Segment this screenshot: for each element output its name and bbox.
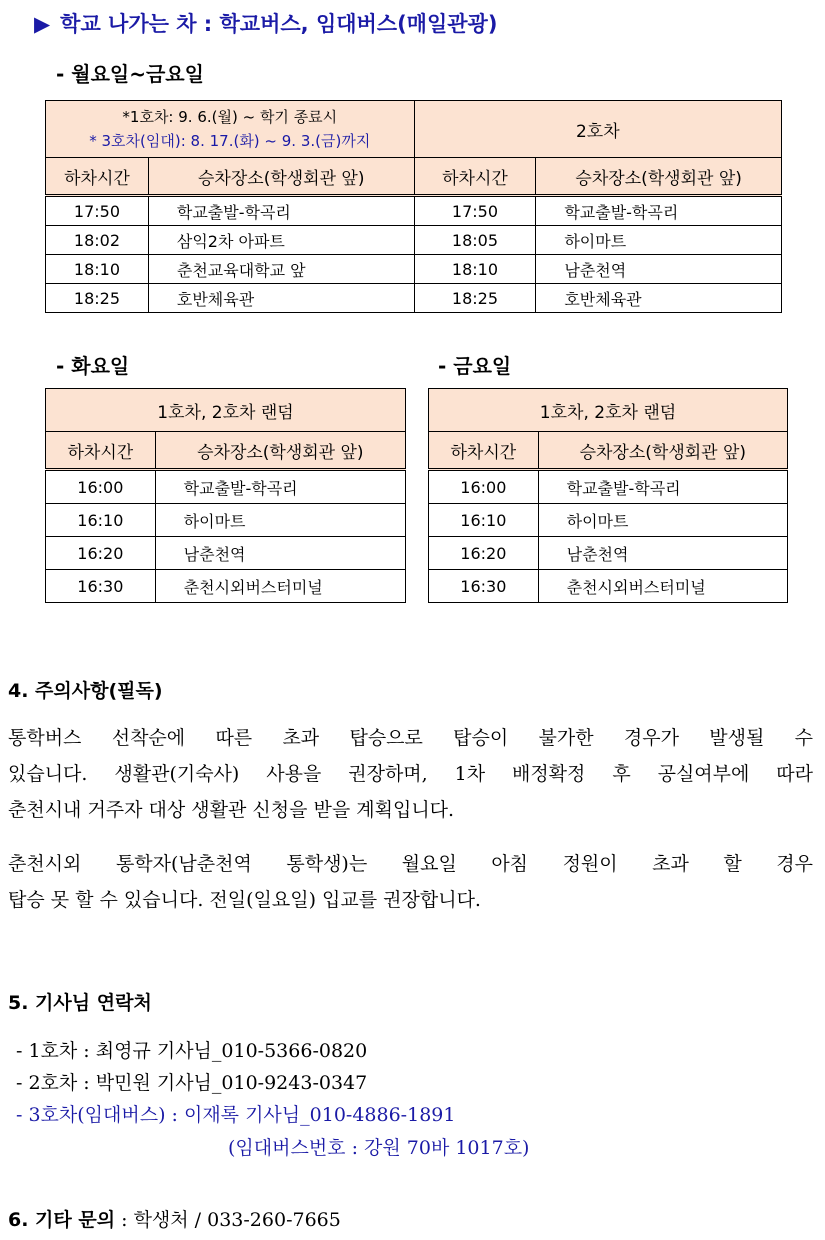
section6-heading: 6. 기타 문의 [8,1209,116,1231]
section4-paragraph1 [8,720,813,828]
table-row [429,570,788,603]
bus1-contact: - 1호차 : 최영규 기사님_010-5366-0820 [16,1040,368,1062]
bus1-3-note [46,101,415,158]
place-cell: 춘천교육대학교 앞 [148,255,414,284]
paragraph-line: 있습니다. 생활관(기숙사) 사용을 권장하며, 1차 배정확정 후 공실여부에 따라 [8,763,813,785]
col-header-place: 승차장소(학생회관 앞) [536,158,782,196]
section4-paragraph2 [8,846,813,918]
col-header-time: 하차시간 [414,158,536,196]
table-row [46,570,406,603]
table-row [46,226,782,255]
paragraph-line: 탑승 못 할 수 있습니다. 전일(일요일) 입교를 권장합니다. [8,889,481,911]
table-row [429,470,788,504]
time-cell: 18:25 [414,284,536,313]
time-cell: 18:10 [414,255,536,284]
bus2-contact: - 2호차 : 박민원 기사님_010-9243-0347 [16,1072,368,1094]
place-cell: 하이마트 [155,504,405,537]
table-row [46,537,406,570]
paragraph-line: 통학버스 선착순에 따른 초과 탑승으로 탑승이 불가한 경우가 발생될 수 [8,727,813,749]
col-header-place: 승차장소(학생회관 앞) [148,158,414,196]
place-cell: 학교출발-학곡리 [148,196,414,226]
time-cell: 17:50 [414,196,536,226]
section6 [8,1205,341,1232]
friday-heading: - 금요일 [438,354,512,378]
time-cell: 16:10 [46,504,156,537]
bus3-note: * 3호차(임대): 8. 17.(화) ~ 9. 3.(금)까지 [89,132,371,150]
table-row [46,470,406,504]
time-cell: 18:25 [46,284,149,313]
place-cell: 삼익2차 아파트 [148,226,414,255]
time-cell: 16:30 [429,570,539,603]
time-cell: 16:10 [429,504,539,537]
place-cell: 하이마트 [538,504,787,537]
section4-heading: 4. 주의사항(필독) [8,680,163,702]
place-cell: 남춘천역 [155,537,405,570]
mon-fri-table [45,100,782,313]
col-header-time: 하차시간 [46,158,149,196]
mon-fri-heading: - 월요일~금요일 [56,62,204,86]
place-cell: 춘천시외버스터미널 [538,570,787,603]
col-header-time: 하차시간 [46,432,156,470]
friday-table [428,388,788,603]
friday-header: 1호차, 2호차 랜덤 [429,389,788,432]
col-header-time: 하차시간 [429,432,539,470]
paragraph-line: 춘천시외 통학자(남춘천역 통학생)는 월요일 아침 정원이 초과 할 경우 [8,853,813,875]
col-header-place: 승차장소(학생회관 앞) [155,432,405,470]
place-cell: 남춘천역 [536,255,782,284]
tuesday-header: 1호차, 2호차 랜덤 [46,389,406,432]
time-cell: 17:50 [46,196,149,226]
time-cell: 16:00 [46,470,156,504]
place-cell: 학교출발-학곡리 [536,196,782,226]
paragraph-line: 춘천시내 거주자 대상 생활관 신청을 받을 계획입니다. [8,799,455,821]
time-cell: 18:02 [46,226,149,255]
table-row [46,255,782,284]
table-row [429,504,788,537]
section5-heading: 5. 기사님 연락처 [8,992,152,1014]
tuesday-heading: - 화요일 [56,354,130,378]
place-cell: 학교출발-학곡리 [538,470,787,504]
table-row [46,196,782,226]
bus2-header: 2호차 [414,101,781,158]
tuesday-table [45,388,406,603]
place-cell: 학교출발-학곡리 [155,470,405,504]
triangle-bullet-icon: ▶ [34,12,51,36]
place-cell: 남춘천역 [538,537,787,570]
time-cell: 16:00 [429,470,539,504]
bus3-plate-number: (임대버스번호 : 강원 70바 1017호) [228,1137,530,1159]
bus1-note: *1호차: 9. 6.(월) ~ 학기 종료시 [122,108,338,126]
time-cell: 18:05 [414,226,536,255]
place-cell: 호반체육관 [148,284,414,313]
bus3-contact: - 3호차(임대버스) : 이재록 기사님_010-4886-1891 [16,1104,456,1126]
col-header-place: 승차장소(학생회관 앞) [538,432,787,470]
table-row [429,537,788,570]
table-row [46,284,782,313]
time-cell: 16:20 [46,537,156,570]
page-title [34,8,497,38]
time-cell: 16:20 [429,537,539,570]
page-title-text: 학교 나가는 차 : 학교버스, 임대버스(매일관광) [60,12,498,36]
section6-contact: : 학생처 / 033-260-7665 [115,1209,341,1231]
place-cell: 호반체육관 [536,284,782,313]
table-row [46,504,406,537]
place-cell: 하이마트 [536,226,782,255]
place-cell: 춘천시외버스터미널 [155,570,405,603]
time-cell: 18:10 [46,255,149,284]
time-cell: 16:30 [46,570,156,603]
